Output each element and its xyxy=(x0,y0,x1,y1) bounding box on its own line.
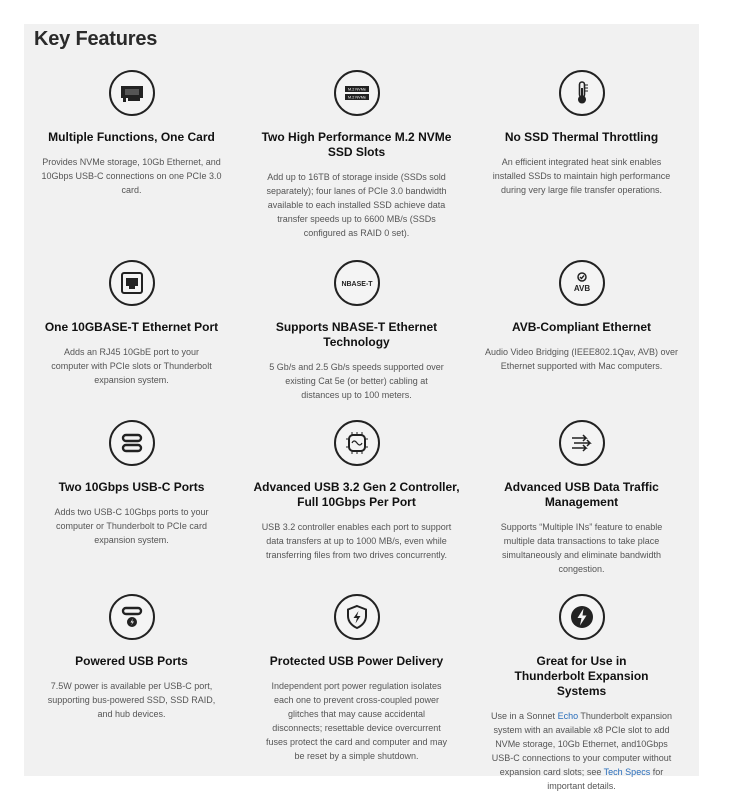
feature-title: Multiple Functions, One Card xyxy=(48,130,215,144)
feature-desc: An efficient integrated heat sink enables installed SSDs to maintain high performance during very large file transfer operations. xyxy=(492,157,671,195)
feature-data-traffic xyxy=(474,420,689,576)
feature-title: Protected USB Power Delivery xyxy=(269,654,444,668)
usb-c-ports-icon xyxy=(109,420,155,466)
feature-title: Two 10Gbps USB-C Ports xyxy=(58,480,205,494)
feature-title: Two High Performance M.2 NVMe SSD Slots xyxy=(261,130,452,159)
feature-desc: Add up to 16TB of storage inside (SSDs sold separately); four lanes of PCIe 3.0 bandwidth available to each installed SSD achieve data transfer speeds up to 6600 MB/s (SSDs configured as RAID 0 set). xyxy=(266,172,447,238)
feature-title: Advanced USB Data Traffic Management xyxy=(504,480,659,509)
pcie-card-icon xyxy=(109,70,155,116)
feature-nbase-t xyxy=(249,260,464,402)
feature-desc: Independent port power regulation isolates each one to prevent cross-coupled power glitches that may cause accidental disconnects; resettable device overcurrent fuses protect the card and computer and may be reset by a simple shutdown. xyxy=(265,681,448,761)
feature-title: Advanced USB 3.2 Gen 2 Controller, Full 10Gbps Per Port xyxy=(253,480,460,509)
controller-chip-icon xyxy=(334,420,380,466)
feature-title: Great for Use in Thunderbolt Expansion Systems xyxy=(514,654,649,698)
avb-icon xyxy=(559,260,605,306)
feature-title: No SSD Thermal Throttling xyxy=(504,130,659,144)
feature-avb xyxy=(474,260,689,373)
thermometer-icon xyxy=(559,70,605,116)
feature-m2-nvme xyxy=(249,70,464,240)
feature-desc: Provides NVMe storage, 10Gb Ethernet, and 10Gbps USB-C connections on one PCIe 3.0 card. xyxy=(41,157,222,195)
feature-usb-c-ports xyxy=(24,420,239,547)
feature-title: Powered USB Ports xyxy=(75,654,188,668)
tech-specs-link[interactable]: Tech Specs xyxy=(603,767,651,777)
usb-power-icon xyxy=(109,594,155,640)
feature-protected-power xyxy=(249,594,464,763)
feature-multiple-functions xyxy=(24,70,239,197)
svg-text:AVB: AVB xyxy=(573,284,590,293)
feature-usb-controller xyxy=(249,420,464,562)
feature-desc: Audio Video Bridging (IEEE802.1Qav, AVB) over Ethernet supported with Mac computers. xyxy=(484,347,679,371)
section-heading: Key Features xyxy=(34,28,158,50)
m2-nvme-icon xyxy=(334,70,380,116)
svg-text:M.2 NVMe: M.2 NVMe xyxy=(347,87,366,92)
data-traffic-icon xyxy=(559,420,605,466)
nbase-t-icon xyxy=(334,260,380,306)
feature-10gbase-t xyxy=(24,260,239,387)
ethernet-port-icon xyxy=(109,260,155,306)
feature-desc: Use in a Sonnet Echo Thunderbolt expansion system with an available x8 PCIe slot to add NVMe storage, 10Gb Ethernet, and10Gbps USB-C connections to your computer without expansion card slots; see Tech Specs for important details. xyxy=(491,711,672,791)
feature-thermal xyxy=(474,70,689,197)
feature-desc: USB 3.2 controller enables each port to support data transfers at up to 1000 MB/s, even while transferring files from two drives concurrently. xyxy=(261,522,452,560)
feature-title: One 10GBASE-T Ethernet Port xyxy=(44,320,219,334)
key-features-panel xyxy=(24,24,699,791)
feature-thunderbolt xyxy=(474,594,689,793)
feature-desc: Adds an RJ45 10GbE port to your computer with PCIe slots or Thunderbolt expansion system. xyxy=(51,347,212,385)
feature-title: AVB-Compliant Ethernet xyxy=(511,320,652,334)
feature-desc: Supports “Multiple INs” feature to enable multiple data transactions to take place simultaneously and eliminate bandwidth congestion. xyxy=(500,522,663,574)
feature-powered-usb xyxy=(24,594,239,721)
echo-link[interactable]: Echo xyxy=(557,711,579,721)
shield-bolt-icon xyxy=(334,594,380,640)
feature-desc: Adds two USB-C 10Gbps ports to your computer or Thunderbolt to PCIe card expansion system. xyxy=(54,507,209,545)
svg-text:NBASE-T: NBASE-T xyxy=(340,281,373,288)
feature-desc: 7.5W power is available per USB-C port, supporting bus-powered SSD, SSD RAID, and hub devices. xyxy=(47,681,216,719)
svg-text:M.2 NVMe: M.2 NVMe xyxy=(347,95,366,100)
thunderbolt-icon xyxy=(559,594,605,640)
feature-title: Supports NBASE-T Ethernet Technology xyxy=(275,320,438,349)
feature-desc: 5 Gb/s and 2.5 Gb/s speeds supported over existing Cat 5e (or better) cabling at distances up to 100 meters. xyxy=(269,362,444,400)
